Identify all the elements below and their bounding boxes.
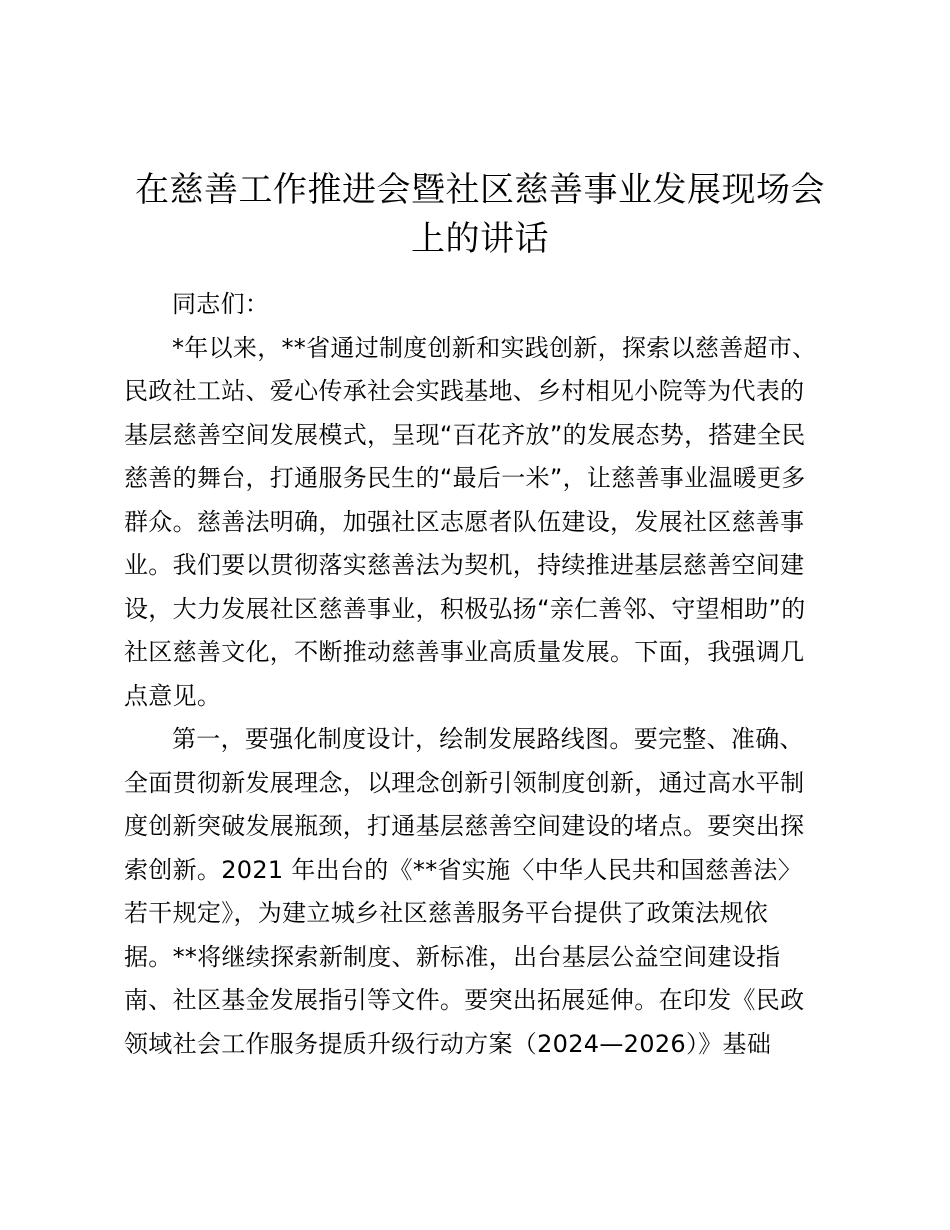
salutation: 同志们： — [172, 290, 270, 318]
paragraph-1-line-4: 慈善的舞台，打通服务民生的“最后一米”，让慈善事业温暖更多 — [124, 464, 806, 492]
paragraph-1-line-8: 社区慈善文化，不断推动慈善事业高质量发展。下面，我强调几 — [124, 638, 805, 666]
paragraph-1-line-3: 基层慈善空间发展模式，呈现“百花齐放”的发展态势，搭建全民 — [124, 420, 806, 449]
paragraph-2-line-3: 度创新突破发展瓶颈，打通基层慈善空间建设的堵点。要突出探 — [124, 812, 805, 840]
paragraph-2-line-1: 第一，要强化制度设计，绘制发展路线图。要完整、准确、 — [172, 725, 804, 753]
paragraph-2-line-2: 全面贯彻新发展理念，以理念创新引领制度创新，通过高水平制 — [124, 768, 805, 797]
paragraph-2-line-6: 据。**将继续探索新制度、新标准，出台基层公益空间建设指 — [124, 942, 781, 971]
paragraph-2-line-7: 南、社区基金发展指引等文件。要突出拓展延伸。在印发《民政 — [124, 986, 805, 1014]
document-body — [124, 283, 828, 1066]
paragraph-2-line-4: 索创新。2021 年出台的《**省实施〈中华人民共和国慈善法〉 — [124, 855, 803, 884]
paragraph-2-line-8: 领域社会工作服务提质升级行动方案（2024—2026）》基础 — [124, 1029, 772, 1058]
title-line-2: 上的讲话 — [411, 219, 549, 259]
document-title — [110, 166, 850, 264]
paragraph-1-line-7: 设，大力发展社区慈善事业，积极弘扬“亲仁善邻、守望相助”的 — [124, 594, 806, 623]
title-line-1: 在慈善工作推进会暨社区慈善事业发展现场会 — [135, 170, 825, 210]
paragraph-1-line-9: 点意见。 — [124, 681, 222, 710]
paragraph-2-line-5: 若干规定》，为建立城乡社区慈善服务平台提供了政策法规依 — [124, 899, 769, 927]
paragraph-1-line-2: 民政社工站、爱心传承社会实践基地、乡村相见小院等为代表的 — [124, 377, 805, 405]
paragraph-1-line-6: 业。我们要以贯彻落实慈善法为契机，持续推进基层慈善空间建 — [124, 551, 805, 579]
paragraph-1-line-1: *年以来，**省通过制度创新和实践创新，探索以慈善超市、 — [172, 333, 817, 362]
paragraph-1-line-5: 群众。慈善法明确，加强社区志愿者队伍建设，发展社区慈善事 — [124, 507, 805, 536]
